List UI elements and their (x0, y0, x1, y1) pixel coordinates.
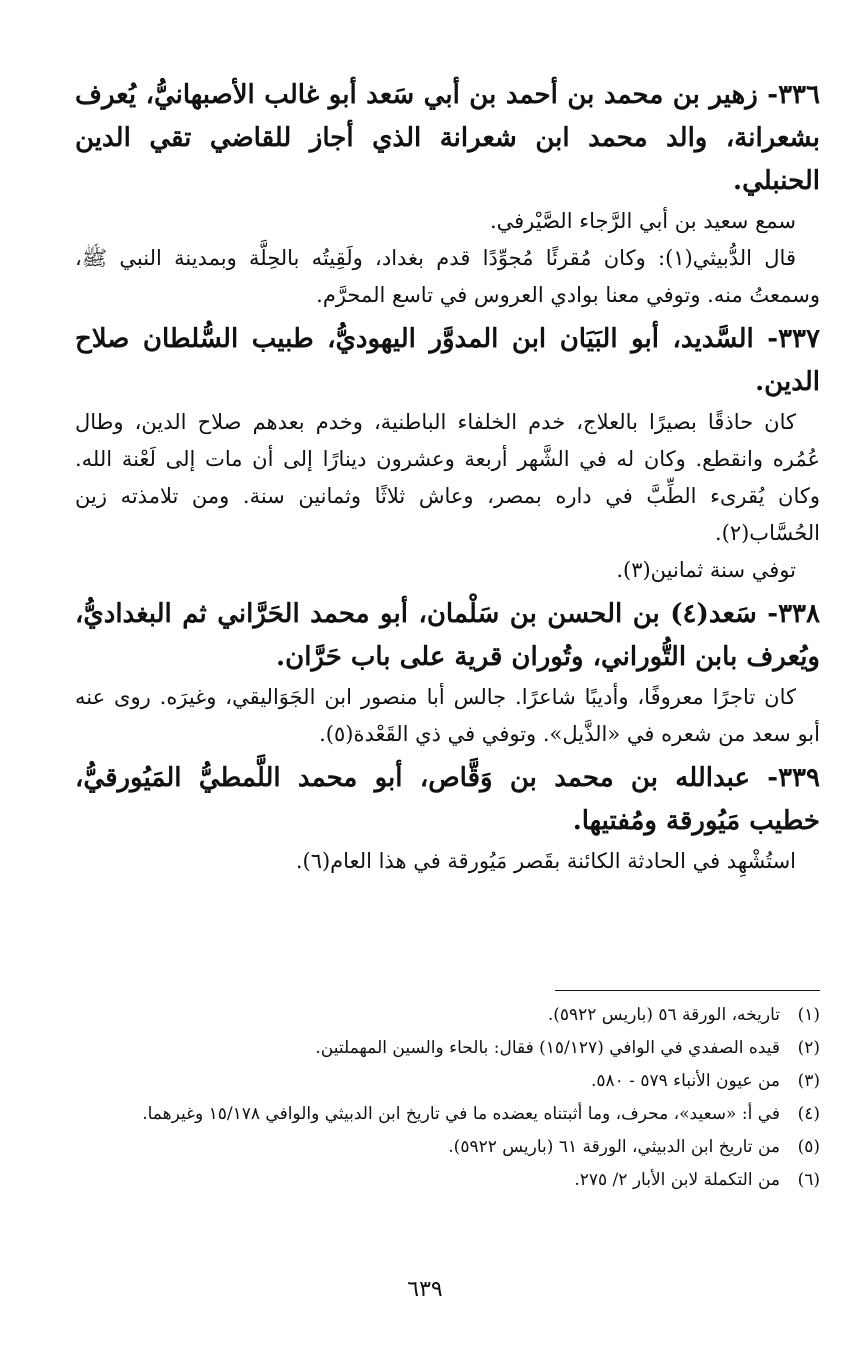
entry-heading: ٣٣٦- زهير بن محمد بن أحمد بن أبي سَعد أبو غالب الأصبهانيُّ، يُعرف بشعرانة، والد محمد ابن شعرانة الذي أجاز للقاضي تقي الدين الحنبلي. (75, 80, 820, 196)
footnote-text: من تاريخ ابن الدبيثي، الورقة ٦١ (باريس ٥٩٢٢). (448, 1137, 780, 1157)
main-text (75, 74, 820, 880)
entry-paragraph: قال الدُّبيثي(١): وكان مُقرئًا مُجوِّدًا قدم بغداد، ولَقِيتُه بالحِلَّة وبمدينة النبي ﷺ، وسمعتُ منه. وتوفي معنا بوادي العروس في تاسع المحرَّم. (75, 246, 820, 307)
entry-paragraph: كان حاذقًا بصيرًا بالعلاج، خدم الخلفاء الباطنية، وخدم بعدهم صلاح الدين، وطال عُمُره وانقطع. وكان له في الشَّهر أربعة وعشرون دينارًا إلى أن مات إلى لَعْنة الله. وكان يُقرىء الطِّبَّ في داره بمصر، وعاش ثلاثًا وثمانين سنة. ومن تلامذته زين الحُسَّاب(٢). (75, 410, 820, 545)
footnote-text: قيده الصفدي في الوافي (١٥/١٢٧) فقال: بالحاء والسين المهملتين. (315, 1038, 780, 1058)
entry-heading: ٣٣٧- السَّديد، أبو البَيَان ابن المدوَّر اليهوديُّ، طبيب السُّلطان صلاح الدين. (75, 324, 820, 397)
footnote (75, 1001, 820, 1030)
entry-paragraph: استُشْهِد في الحادثة الكائنة بقَصر مَيُورقة في هذا العام(٦). (295, 849, 796, 873)
page-number: ٦٣٩ (407, 1277, 443, 1302)
footnote-text: من التكملة لابن الأبار ٢/ ٢٧٥. (574, 1170, 780, 1190)
entry-heading: ٣٣٩- عبدالله بن محمد بن وَقَّاص، أبو محمد اللَّمطيُّ المَيُورقيُّ، خطيب مَيُورقة ومُفتيها. (75, 763, 820, 836)
footnote-number: (٥) (797, 1137, 820, 1157)
footnote (75, 1034, 820, 1063)
footnote-number: (٤) (797, 1104, 820, 1124)
entry-paragraph: كان تاجرًا معروفًا، وأديبًا شاعرًا. جالس أبا منصور ابن الجَوَاليقي، وغيرَه. روى عنه أبو سعد من شعره في «الذَّيل». وتوفي في ذي القَعْدة(٥). (75, 685, 820, 746)
footnote-number: (٢) (797, 1038, 820, 1058)
footnote-number: (١) (797, 1005, 820, 1025)
footnote-divider (555, 990, 820, 991)
footnote (75, 1166, 820, 1195)
entry-paragraph: توفي سنة ثمانين(٣). (616, 558, 796, 582)
footnote-number: (٣) (797, 1071, 820, 1091)
footnote-number: (٦) (797, 1170, 820, 1190)
footnotes (75, 990, 820, 1199)
footnote-text: تاريخه، الورقة ٥٦ (باريس ٥٩٢٢). (547, 1005, 780, 1025)
footnote (75, 1067, 820, 1096)
footnote (75, 1133, 820, 1162)
footnote (75, 1100, 820, 1129)
entry-heading: ٣٣٨- سَعد(٤) بن الحسن بن سَلْمان، أبو محمد الحَرَّاني ثم البغداديُّ، ويُعرف بابن التُّوراني، وتُوران قرية على باب حَرَّان. (75, 599, 820, 672)
footnote-text: في أ: «سعيد»، محرف، وما أثبتناه يعضده ما في تاريخ ابن الدبيثي والوافي ١٥/١٧٨ وغيرهما. (142, 1104, 780, 1124)
entry-paragraph: سمع سعيد بن أبي الرَّجاء الصَّيْرفي. (489, 209, 796, 233)
footnote-text: من عيون الأنباء ٥٧٩ - ٥٨٠. (590, 1071, 780, 1091)
